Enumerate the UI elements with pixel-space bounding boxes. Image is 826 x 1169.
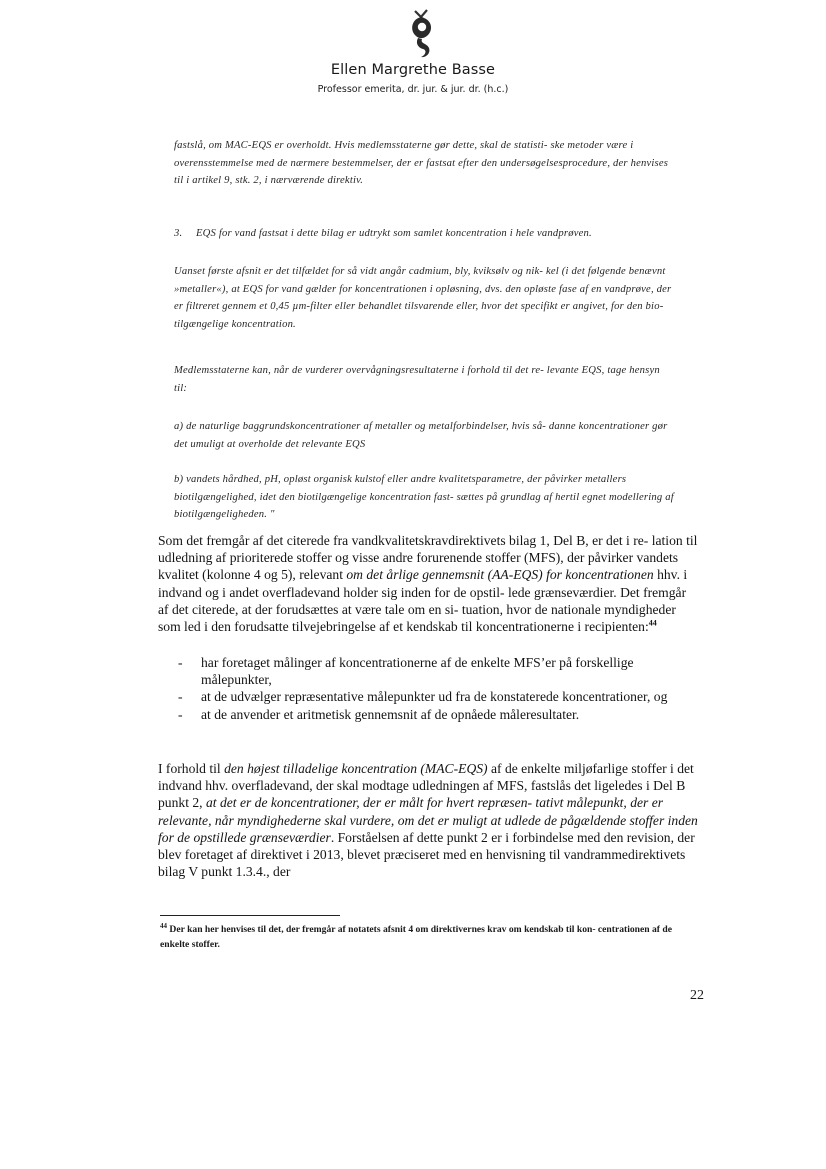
- quote-paragraph: fastslå, om MAC-EQS er overholdt. Hvis medlemsstaterne gør dette, skal de statisti- ske metoder være i overensstemmelse med de nærmere bestemmelser, der er fastsat efter den undersøgelsesprocedure, der henvises til i artikel 9, stk. 2, i nærværende direktiv.: [174, 140, 669, 186]
- body-emphasis: den højest tilladelige koncentration (MAC-EQS): [224, 761, 488, 776]
- author-name: Ellen Margrethe Basse: [330, 62, 496, 78]
- quote-item-a: a) de naturlige baggrundskoncentrationer af metaller og metalforbindelser, hvis så- danne koncentrationer gør det umuligt at overholde det relevante EQS: [174, 421, 668, 450]
- quote-paragraph: Uanset første afsnit er det tilfældet for så vidt angår cadmium, bly, kviksølv og nik- kel (i det følgende benævnt »metaller«), at EQS for vand gælder for koncentrationen i opløsning, dvs. den opløste fase af en vandprøve, der er filtreret gennem et 0,45 µm-filter eller behandlet tilsvarende eller, hvor det specifikt er angivet, for den bio- tilgængelige koncentration.: [174, 266, 672, 330]
- footnote-reference[interactable]: 44: [648, 618, 657, 628]
- quote-item-text: EQS for vand fastsat i dette bilag er udtrykt som samlet koncentration i hele vandprøven.: [196, 228, 592, 239]
- footnote-number: 44: [160, 921, 167, 930]
- list-item-text: at de anvender et aritmetisk gennemsnit af de opnåede måleresultater.: [201, 706, 580, 722]
- body-text: af de enkelte miljøfarlige stoffer i det indvand hhv. overfladevand, der skal modtage udledningen af MFS, fastslås det ligeledes i Del B punkt 2,: [158, 761, 694, 811]
- quote-paragraph: Medlemsstaterne kan, når de vurderer overvågningsresultaterne i forhold til det re- levante EQS, tage hensyn til:: [174, 365, 660, 394]
- body-paragraph: [158, 760, 698, 880]
- list-item-text: at de udvælger repræsentative målepunkter ud fra de konstaterede koncentrationer, og: [201, 689, 668, 705]
- list-item-text: har foretaget målinger af koncentrationerne af de enkelte MFS’er på forskellige målepunkter,: [201, 655, 634, 688]
- body-emphasis: om det årlige gennemsnit (AA-EQS) for koncentrationen: [346, 567, 654, 583]
- body-text: Som det fremgår af det citerede fra vandkvalitetskravdirektivets bilag 1, Del B, er det i re- lation til udledning af prioriterede stoffer og visse andre forurenende stoffer (MFS), der påvirker vandets kvalitet (kolonne 4 og 5), relevant: [158, 533, 698, 583]
- list-item: [176, 688, 696, 705]
- bullet-dash: -: [178, 689, 183, 705]
- body-text: I forhold til: [158, 761, 225, 776]
- body-paragraph: [158, 532, 698, 635]
- page-number: 22: [690, 988, 704, 1003]
- author-title: Professor emerita, dr. jur. & jur. dr. (h.c.): [317, 84, 509, 95]
- body-text: . Forståelsen af dette punkt 2 er i forbindelse med den revision, der blev foretaget af direktivet i 2013, blevet præciseret med en henvisning til vandrammedirektivets bilag V punkt 1.3.4., der: [158, 829, 695, 880]
- bullet-dash: -: [178, 655, 183, 670]
- list-item: [176, 706, 696, 723]
- footnote: [160, 922, 700, 952]
- bullet-list: [176, 654, 696, 723]
- body-text: hhv. i indvand og i andet overfladevand holder sig inden for de opstil- lede grænseværdier. Det fremgår af det citerede, at der forudsættes at være tale om en si- tuation, hvor de nationale myndigheder som led i den forudsatte tilvejebringelse af et kendskab til koncentrationerne i recipienten:: [158, 567, 688, 635]
- footnote-text: Der kan her henvises til det, der fremgår af notatets afsnit 4 om direktivernes krav om kendskab til kon- centrationen af de enkelte stoffer.: [160, 924, 672, 950]
- body-emphasis: at det er de koncentrationer, der er målt for hvert repræsen- tativt målepunkt, der er relevante, når myndighederne skal vurdere, om det er muligt at udlede de pågældende stoffer inden for de opstillede grænseværdier: [158, 795, 698, 845]
- list-item: [176, 654, 696, 688]
- quote-item-3: [174, 225, 674, 243]
- quote-item-b: b) vandets hårdhed, pH, opløst organisk kulstof eller andre kvalitetsparametre, der påvirker metallers biotilgængelighed, idet den biotilgængelige koncentration fast- sættes på grundlag af hertil egnet modellering af biotilgængeligheden. ": [174, 474, 674, 520]
- bullet-dash: -: [178, 706, 183, 722]
- logo-icon: [405, 8, 439, 60]
- footnote-divider: [160, 915, 340, 916]
- quote-item-number: 3.: [174, 228, 183, 239]
